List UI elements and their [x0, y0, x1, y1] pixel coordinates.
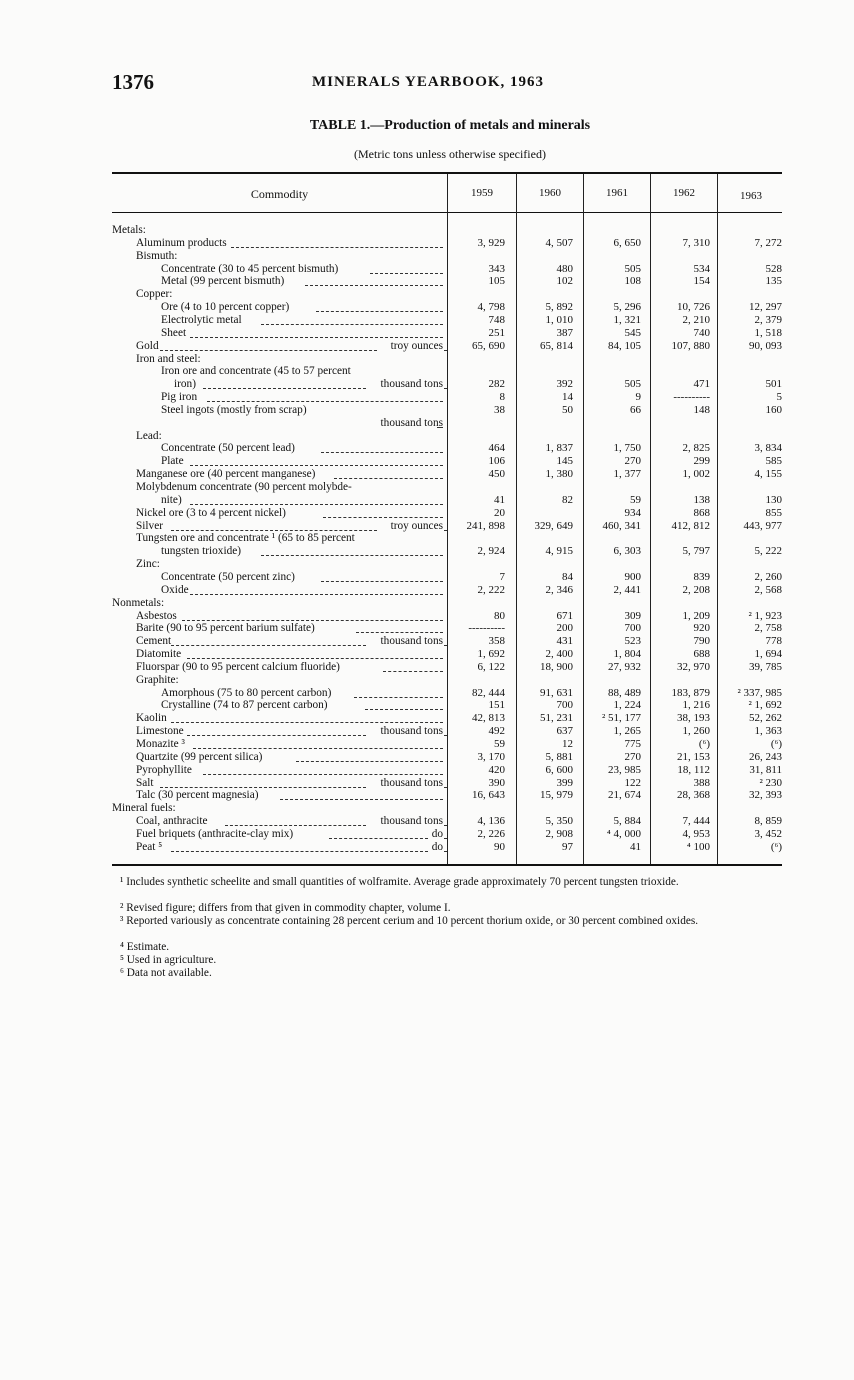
cell-value: 431 — [556, 635, 573, 648]
cell-value: 505 — [624, 262, 641, 275]
leader-dots — [261, 324, 443, 325]
cell-value: 12, 297 — [749, 301, 782, 314]
leader-dots — [305, 285, 443, 286]
cell-value: 65, 814 — [540, 339, 573, 352]
cell-value: 1, 216 — [682, 699, 710, 712]
unit-label: thousand tons — [380, 815, 443, 828]
cell-value: 23, 985 — [608, 763, 641, 776]
cell-value: 145 — [556, 455, 573, 468]
cell-value: 3, 929 — [477, 236, 505, 249]
cell-value: 38 — [494, 403, 505, 416]
cell-value: 5, 222 — [754, 545, 782, 558]
leader-dots — [323, 517, 443, 518]
unit-label: do — [431, 840, 443, 853]
cell-value: 1, 260 — [682, 725, 710, 738]
cell-value: 5 — [776, 391, 782, 404]
cell-value: 2, 379 — [754, 313, 782, 326]
cell-value: 2, 222 — [477, 583, 505, 596]
leader-dots — [190, 504, 443, 505]
cell-value: 4, 155 — [754, 468, 782, 481]
cell-value: 1, 518 — [754, 326, 782, 339]
cell-value: 270 — [624, 750, 641, 763]
unit-label: thousand tons — [380, 378, 443, 391]
cell-value: 107, 880 — [671, 339, 710, 352]
leader-dots — [354, 697, 443, 698]
cell-value: 1, 692 — [477, 648, 505, 661]
leader-dots — [329, 838, 428, 839]
footnote: ⁶ Data not available. — [120, 967, 212, 979]
cell-value: 28, 368 — [677, 789, 710, 802]
cell-value: 329, 649 — [534, 519, 573, 532]
cell-value: 7, 272 — [754, 236, 782, 249]
leader-dots — [187, 658, 443, 659]
column-header-1963: 1963 — [740, 190, 762, 202]
leader-dots — [321, 581, 443, 582]
cell-value: 1, 377 — [613, 468, 641, 481]
cell-value: 82 — [562, 493, 573, 506]
cell-value: 7, 310 — [682, 236, 710, 249]
cell-value: 1, 694 — [754, 648, 782, 661]
cell-value: 775 — [624, 738, 641, 750]
cell-value: (⁶) — [770, 840, 782, 853]
cell-value: 2, 346 — [545, 583, 573, 596]
footnote: ² Revised figure; differs from that given in commodity chapter, volume I. — [120, 902, 451, 914]
leader-dots — [370, 273, 443, 274]
cell-value: 38, 193 — [677, 712, 710, 725]
cell-value: 3, 834 — [754, 442, 782, 455]
cell-value: ⁴ 100 — [686, 840, 710, 853]
leader-dots — [190, 465, 443, 466]
leader-dots — [203, 388, 366, 389]
commodity-label: Metals: — [112, 224, 146, 236]
cell-value: 688 — [693, 648, 710, 661]
leader-dots — [190, 337, 443, 338]
cell-value: 59 — [494, 738, 505, 750]
commodity-label: Diatomite — [136, 648, 182, 661]
cell-value: 41 — [494, 493, 505, 506]
footnote: ⁵ Used in agriculture. — [120, 954, 217, 966]
unit-label: thousand tons — [380, 416, 443, 429]
cell-value: 2, 260 — [754, 570, 782, 583]
cell-value: 5, 797 — [682, 545, 710, 558]
cell-value: 4, 507 — [545, 236, 573, 249]
cell-value: 505 — [624, 378, 641, 391]
cell-value: 1, 380 — [545, 468, 573, 481]
cell-value: 390 — [488, 776, 505, 789]
cell-value: 528 — [765, 262, 782, 275]
leader-dots — [261, 555, 443, 556]
cell-value: 122 — [624, 776, 641, 789]
commodity-label: Fuel briquets (anthracite-clay mix) — [136, 827, 294, 840]
commodity-label: Kaolin — [136, 712, 167, 725]
cell-value: ---------- — [673, 391, 710, 404]
cell-value: 534 — [693, 262, 710, 275]
running-head: MINERALS YEARBOOK, 1963 — [312, 74, 545, 90]
commodity-label: Manganese ore (40 percent manganese) — [136, 468, 316, 481]
footnote: ³ Reported variously as concentrate containing 28 percent cerium and 10 percent thorium oxide, or 30 percent combined oxides. — [120, 915, 699, 927]
leader-dots — [365, 709, 443, 710]
leader-dots — [296, 761, 443, 762]
leader-dots — [171, 530, 378, 531]
unit-label: do — [431, 827, 443, 840]
cell-value: 270 — [624, 455, 641, 468]
commodity-label: Zinc: — [136, 558, 160, 571]
commodity-label: Silver — [136, 519, 163, 532]
cell-value: 460, 341 — [602, 519, 641, 532]
cell-value: 412, 812 — [671, 519, 710, 532]
table-title: TABLE 1.—Production of metals and minerals — [309, 118, 591, 133]
commodity-label: iron) — [174, 378, 196, 391]
cell-value: 16, 643 — [472, 789, 505, 802]
cell-value: 241, 898 — [466, 519, 505, 532]
cell-value: 2, 441 — [613, 583, 641, 596]
cell-value: 5, 350 — [545, 815, 573, 828]
commodity-label: Salt — [136, 776, 154, 789]
cell-value: 7 — [499, 570, 505, 583]
cell-value: 1, 363 — [754, 725, 782, 738]
cell-value: 20 — [494, 506, 505, 519]
cell-value: 2, 924 — [477, 545, 505, 558]
cell-value: 21, 674 — [608, 789, 641, 802]
commodity-label: Crystalline (74 to 87 percent carbon) — [161, 699, 328, 712]
commodity-label: Concentrate (30 to 45 percent bismuth) — [161, 262, 339, 275]
cell-value: 480 — [556, 262, 573, 275]
commodity-label: Aluminum products — [136, 236, 227, 249]
cell-value: 130 — [765, 493, 782, 506]
cell-value: 148 — [693, 403, 710, 416]
cell-value: 1, 750 — [613, 442, 641, 455]
cell-value: 97 — [562, 840, 573, 853]
cell-value: 90, 093 — [749, 339, 782, 352]
cell-value: 778 — [765, 635, 782, 648]
cell-value: 251 — [488, 326, 505, 339]
cell-value: 748 — [488, 313, 505, 326]
commodity-label: Sheet — [161, 326, 187, 339]
leader-dots — [316, 311, 443, 312]
cell-value: 108 — [624, 275, 641, 288]
commodity-label: Talc (30 percent magnesia) — [136, 789, 259, 802]
commodity-label: Iron and steel: — [136, 352, 201, 365]
cell-value: 700 — [556, 699, 573, 712]
cell-value: 8, 859 — [754, 815, 782, 828]
cell-value: 41 — [630, 840, 641, 853]
cell-value: 2, 825 — [682, 442, 710, 455]
cell-value: 4, 915 — [545, 545, 573, 558]
cell-value: 585 — [765, 455, 782, 468]
commodity-label: Quartzite (99 percent silica) — [136, 750, 263, 763]
cell-value: 523 — [624, 635, 641, 648]
table-subtitle: (Metric tons unless otherwise specified) — [354, 147, 546, 161]
cell-value: 5, 884 — [613, 815, 641, 828]
cell-value: 1, 002 — [682, 468, 710, 481]
leader-dots — [160, 350, 378, 351]
cell-value: 27, 932 — [608, 660, 641, 673]
footnote: ⁴ Estimate. — [120, 941, 170, 953]
unit-label: troy ounces — [390, 519, 443, 532]
cell-value: 105 — [488, 275, 505, 288]
commodity-label: Electrolytic metal — [161, 313, 242, 326]
cell-value: 9 — [635, 391, 641, 404]
cell-value: 839 — [693, 570, 710, 583]
commodity-label: Concentrate (50 percent zinc) — [161, 570, 295, 583]
cell-value: 934 — [624, 506, 641, 519]
cell-value: ² 230 — [759, 776, 782, 789]
cell-value: ---------- — [468, 622, 505, 635]
leader-dots — [225, 825, 366, 826]
cell-value: 91, 631 — [540, 686, 573, 699]
cell-value: ² 51, 177 — [601, 712, 641, 725]
cell-value: 2, 208 — [682, 583, 710, 596]
cell-value: 4, 798 — [477, 301, 505, 314]
cell-value: 32, 393 — [749, 789, 782, 802]
commodity-label: Lead: — [136, 429, 162, 442]
cell-value: 392 — [556, 378, 573, 391]
commodity-label: Monazite ³ — [136, 738, 185, 750]
cell-value: 388 — [693, 776, 710, 789]
cell-value: 501 — [765, 378, 782, 391]
commodity-label: Steel ingots (mostly from scrap) — [161, 403, 307, 416]
cell-value: 471 — [693, 378, 710, 391]
cell-value: 545 — [624, 326, 641, 339]
leader-dots — [334, 478, 443, 479]
cell-value: (⁶) — [698, 738, 710, 750]
column-header-1960: 1960 — [539, 187, 561, 199]
cell-value: 2, 758 — [754, 622, 782, 635]
cell-value: 2, 568 — [754, 583, 782, 596]
leader-dots — [171, 645, 367, 646]
unit-label: troy ounces — [390, 339, 443, 352]
commodity-label: Limestone — [136, 725, 184, 738]
commodity-label: Nonmetals: — [112, 596, 165, 609]
unit-label: thousand tons — [380, 725, 443, 738]
leader-dots — [437, 427, 443, 428]
cell-value: 637 — [556, 725, 573, 738]
commodity-label: Bismuth: — [136, 249, 178, 262]
cell-value: 790 — [693, 635, 710, 648]
cell-value: 31, 811 — [749, 763, 782, 776]
cell-value: 343 — [488, 262, 505, 275]
commodity-label: Amorphous (75 to 80 percent carbon) — [161, 686, 332, 699]
leader-dots — [160, 787, 366, 788]
cell-value: 5, 892 — [545, 301, 573, 314]
cell-value: (⁶) — [770, 738, 782, 750]
commodity-label: Asbestos — [136, 609, 177, 622]
cell-value: 59 — [630, 493, 641, 506]
cell-value: 309 — [624, 609, 641, 622]
cell-value: 492 — [488, 725, 505, 738]
leader-dots — [207, 401, 443, 402]
cell-value: 1, 010 — [545, 313, 573, 326]
cell-value: 3, 452 — [754, 827, 782, 840]
cell-value: 5, 296 — [613, 301, 641, 314]
cell-value: 2, 908 — [545, 827, 573, 840]
cell-value: 2, 400 — [545, 648, 573, 661]
cell-value: 443, 977 — [743, 519, 782, 532]
cell-value: 2, 210 — [682, 313, 710, 326]
cell-value: 12 — [562, 738, 573, 750]
cell-value: 52, 262 — [749, 712, 782, 725]
cell-value: 900 — [624, 570, 641, 583]
cell-value: 90 — [494, 840, 505, 853]
cell-value: 26, 243 — [749, 750, 782, 763]
commodity-label: Plate — [161, 455, 184, 468]
commodity-label: Copper: — [136, 288, 173, 301]
cell-value: 80 — [494, 609, 505, 622]
footnote: ¹ Includes synthetic scheelite and small quantities of wolframite. Average grade approximately 70 percent tungsten trioxide. — [120, 876, 679, 888]
commodity-label: tungsten trioxide) — [161, 545, 242, 558]
cell-value: 1, 265 — [613, 725, 641, 738]
cell-value: 855 — [765, 506, 782, 519]
commodity-label: Oxide — [161, 583, 189, 596]
cell-value: 358 — [488, 635, 505, 648]
cell-value: 21, 153 — [677, 750, 710, 763]
cell-value: 88, 489 — [608, 686, 641, 699]
unit-label: thousand tons — [380, 776, 443, 789]
commodity-label: Cement — [136, 635, 172, 648]
commodity-label: nite) — [161, 493, 182, 506]
cell-value: 160 — [765, 403, 782, 416]
cell-value: 84, 105 — [608, 339, 641, 352]
cell-value: 868 — [693, 506, 710, 519]
leader-dots — [280, 799, 443, 800]
cell-value: 464 — [488, 442, 505, 455]
cell-value: 1, 224 — [613, 699, 641, 712]
cell-value: 102 — [556, 275, 573, 288]
leader-dots — [182, 620, 443, 621]
cell-value: ² 1, 923 — [748, 609, 782, 622]
leader-dots — [356, 632, 443, 633]
cell-value: 65, 690 — [472, 339, 505, 352]
cell-value: 399 — [556, 776, 573, 789]
leader-dots — [171, 722, 443, 723]
cell-value: 7, 444 — [682, 815, 710, 828]
commodity-label: Mineral fuels: — [112, 802, 176, 815]
cell-value: 420 — [488, 763, 505, 776]
commodity-label: Barite (90 to 95 percent barium sulfate) — [136, 622, 315, 635]
commodity-label: Graphite: — [136, 673, 179, 686]
cell-value: 66 — [630, 403, 641, 416]
commodity-label: Coal, anthracite — [136, 815, 208, 828]
leader-dots — [187, 735, 366, 736]
commodity-label: Pyrophyllite — [136, 763, 192, 776]
unit-label: thousand tons — [380, 635, 443, 648]
cell-value: 6, 600 — [545, 763, 573, 776]
cell-value: 82, 444 — [472, 686, 505, 699]
commodity-label: Tungsten ore and concentrate ¹ (65 to 85 percent — [136, 532, 355, 545]
column-header-1962: 1962 — [673, 187, 695, 199]
cell-value: 151 — [488, 699, 505, 712]
commodity-label: Peat ⁵ — [136, 840, 163, 853]
cell-value: 3, 170 — [477, 750, 505, 763]
cell-value: 700 — [624, 622, 641, 635]
cell-value: 106 — [488, 455, 505, 468]
cell-value: 200 — [556, 622, 573, 635]
cell-value: 10, 726 — [677, 301, 710, 314]
column-header-commodity: Commodity — [250, 187, 309, 201]
cell-value: 282 — [488, 378, 505, 391]
commodity-label: Gold — [136, 339, 159, 352]
cell-value: 450 — [488, 468, 505, 481]
leader-dots — [321, 452, 443, 453]
cell-value: 4, 136 — [477, 815, 505, 828]
commodity-label: Metal (99 percent bismuth) — [161, 275, 285, 288]
cell-value: 740 — [693, 326, 710, 339]
leader-dots — [203, 774, 443, 775]
leader-dots — [231, 247, 443, 248]
cell-value: 6, 650 — [613, 236, 641, 249]
cell-value: 5, 881 — [545, 750, 573, 763]
commodity-label: Ore (4 to 10 percent copper) — [161, 301, 290, 314]
commodity-label: Iron ore and concentrate (45 to 57 percent — [161, 365, 351, 378]
cell-value: 32, 970 — [677, 660, 710, 673]
cell-value: 138 — [693, 493, 710, 506]
cell-value: 8 — [499, 391, 505, 404]
commodity-label: Fluorspar (90 to 95 percent calcium fluoride) — [136, 660, 340, 673]
cell-value: ⁴ 4, 000 — [606, 827, 641, 840]
commodity-label: Pig iron — [161, 391, 198, 404]
cell-value: 14 — [562, 391, 573, 404]
cell-value: 183, 879 — [671, 686, 710, 699]
cell-value: 84 — [562, 570, 573, 583]
cell-value: ² 1, 692 — [748, 699, 782, 712]
cell-value: 50 — [562, 403, 573, 416]
cell-value: 1, 209 — [682, 609, 710, 622]
page-number: 1376 — [112, 70, 154, 94]
column-header-1961: 1961 — [606, 187, 628, 199]
cell-value: 6, 303 — [613, 545, 641, 558]
cell-value: 2, 226 — [477, 827, 505, 840]
cell-value: 299 — [693, 455, 710, 468]
cell-value: 51, 231 — [540, 712, 573, 725]
cell-value: 387 — [556, 326, 573, 339]
cell-value: 6, 122 — [477, 660, 505, 673]
cell-value: 39, 785 — [749, 660, 782, 673]
cell-value: 42, 813 — [472, 712, 505, 725]
cell-value: 1, 837 — [545, 442, 573, 455]
cell-value: 671 — [556, 609, 573, 622]
cell-value: 1, 804 — [613, 648, 641, 661]
leader-dots — [171, 851, 428, 852]
leader-dots — [383, 671, 443, 672]
leader-dots — [190, 594, 443, 595]
column-header-1959: 1959 — [471, 187, 493, 199]
commodity-label: Molybdenum concentrate (90 percent molybde- — [136, 481, 352, 493]
cell-value: 920 — [693, 622, 710, 635]
cell-value: 4, 953 — [682, 827, 710, 840]
cell-value: 18, 112 — [677, 763, 710, 776]
cell-value: 135 — [765, 275, 782, 288]
cell-value: ² 337, 985 — [737, 686, 782, 699]
cell-value: 154 — [693, 275, 710, 288]
cell-value: 1, 321 — [613, 313, 641, 326]
cell-value: 18, 900 — [540, 660, 573, 673]
commodity-label: Nickel ore (3 to 4 percent nickel) — [136, 506, 286, 519]
commodity-label: Concentrate (50 percent lead) — [161, 442, 295, 455]
cell-value: 15, 979 — [540, 789, 573, 802]
leader-dots — [193, 748, 444, 749]
